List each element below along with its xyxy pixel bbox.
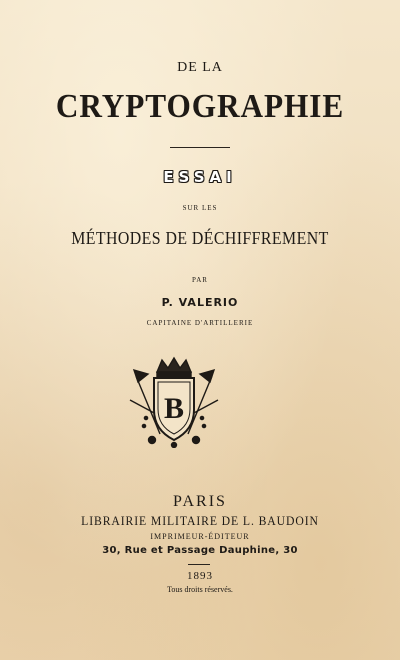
main-title: CRYPTOGRAPHIE	[55, 88, 345, 125]
emblem-initial: B	[163, 392, 185, 425]
publication-city: PARIS	[173, 493, 227, 510]
subtitle: ESSAI	[163, 168, 237, 186]
title-divider	[170, 147, 230, 148]
publisher-name: LIBRAIRIE MILITAIRE DE L. BAUDOIN	[81, 513, 319, 528]
publisher-address: 30, Rue et Passage Dauphine, 30	[102, 545, 298, 556]
author-rank: CAPITAINE D'ARTILLERIE	[146, 319, 254, 327]
subject-title: MÉTHODES DE DÉCHIFFREMENT	[71, 228, 329, 248]
imprint-divider	[188, 564, 210, 565]
publication-year: 1893	[187, 570, 213, 582]
publisher-role: IMPRIMEUR-ÉDITEUR	[150, 532, 250, 541]
author-prefix: PAR	[192, 276, 208, 284]
subtitle-connector: SUR LES	[182, 204, 218, 212]
rights-notice: Tous droits réservés.	[167, 585, 233, 594]
title-prefix: DE LA	[177, 60, 223, 75]
publisher-emblem-icon	[126, 356, 222, 448]
author-name: P. VALERIO	[161, 296, 239, 309]
